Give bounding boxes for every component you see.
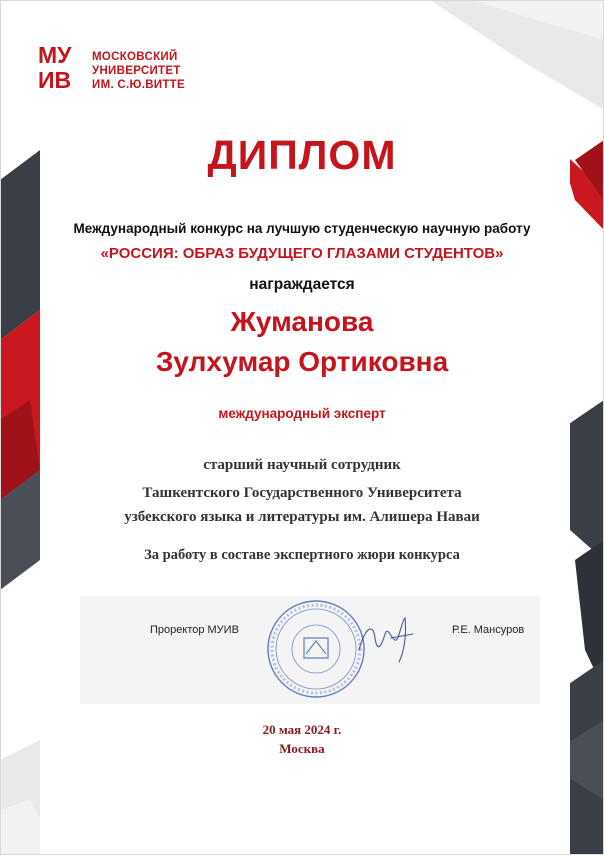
recipient-given-names: Зулхумар Ортиковна — [155, 346, 449, 377]
logo-line-1: МОСКОВСКИЙ — [92, 51, 178, 63]
issue-date: 20 мая 2024 г. — [262, 722, 342, 737]
contest-theme: «РОССИЯ: ОБРАЗ БУДУЩЕГО ГЛАЗАМИ СТУДЕНТОВ» — [100, 245, 504, 262]
logo-line-2: УНИВЕРСИТЕТ — [92, 65, 181, 77]
position-line-2: Ташкентского Государственного Университета — [142, 485, 462, 501]
recipient-role: международный эксперт — [218, 406, 386, 421]
signatory-title: Проректор МУИВ — [150, 624, 239, 636]
handwritten-signature-icon — [355, 608, 415, 668]
contest-name: Международный конкурс на лучшую студенческую научную работу — [73, 221, 531, 236]
position-line-1: старший научный сотрудник — [203, 457, 401, 473]
award-reason: За работу в составе экспертного жюри конкурса — [144, 547, 460, 563]
signatory-name: Р.Е. Мансуров — [452, 624, 525, 636]
logo-mark-top: МУ — [38, 42, 72, 68]
position-line-3: узбекского языка и литературы им. Алишера Наваи — [124, 509, 480, 525]
official-stamp-icon — [262, 598, 370, 700]
recipient-surname: Жуманова — [230, 306, 374, 337]
muiv-logo-mark — [38, 42, 90, 90]
awarded-label: награждается — [249, 276, 355, 293]
logo-line-3: ИМ. С.Ю.ВИТТЕ — [92, 79, 185, 91]
issue-city: Москва — [279, 741, 325, 756]
diploma-title: ДИПЛОМ — [207, 132, 397, 178]
university-logo — [38, 42, 198, 90]
logo-mark-bottom: ИВ — [38, 67, 72, 90]
